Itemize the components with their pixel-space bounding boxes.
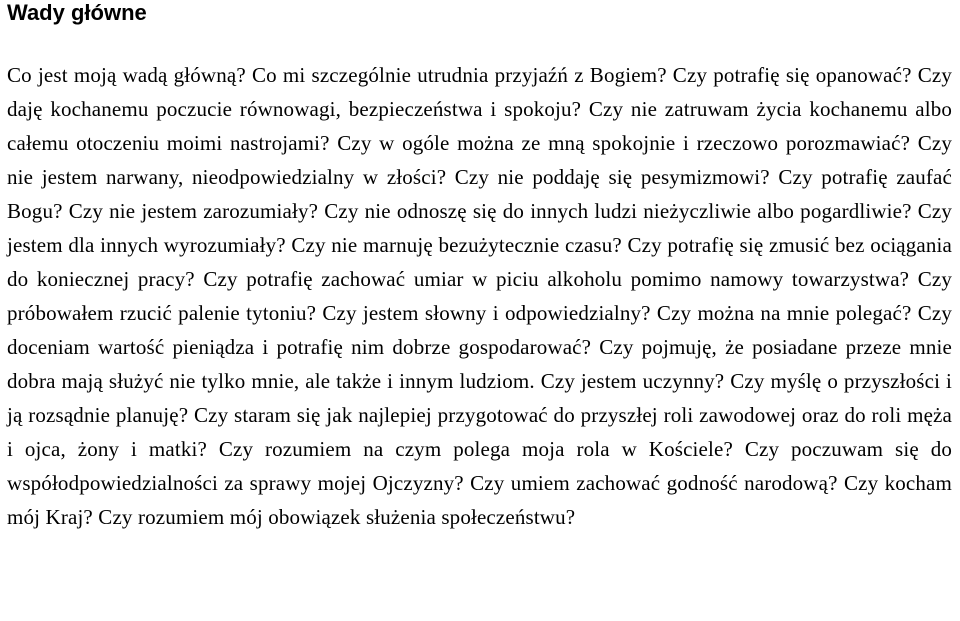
document-paragraph: Co jest moją wadą główną? Co mi szczególnie utrudnia przyjaźń z Bogiem? Czy potrafię się opanować? Czy daję kochanemu poczucie równowagi, bezpieczeństwa i spokoju? Czy nie zatruwam życia kochanemu albo całemu otoczeniu moimi nastrojami? Czy w ogóle można ze mną spokojnie i rzeczowo porozmawiać? Czy nie jestem narwany, nieodpowiedzialny w złości? Czy nie poddaję się pesymizmowi? Czy potrafię zaufać Bogu? Czy nie jestem zarozumiały? Czy nie odnoszę się do innych ludzi nieżyczliwie albo pogardliwie? Czy jestem dla innych wyrozumiały? Czy nie marnuję bezużytecznie czasu? Czy potrafię się zmusić bez ociągania do koniecznej pracy? Czy potrafię zachować umiar w piciu alkoholu pomimo namowy towarzystwa? Czy próbowałem rzucić palenie tytoniu? Czy jestem słowny i odpowiedzialny? Czy można na mnie polegać? Czy doceniam wartość pieniądza i potrafię nim dobrze gospodarować? Czy pojmuję, że posiadane przeze mnie dobra mają służyć nie tylko mnie, ale także i innym ludziom. Czy jestem uczynny? Czy myślę o przyszłości i ją rozsądnie planuję? Czy staram się jak najlepiej przygotować do przyszłej roli zawodowej oraz do roli męża i ojca, żony i matki? Czy rozumiem na czym polega moja rola w Kościele? Czy poczuwam się do współodpowiedzialności za sprawy mojej Ojczyzny? Czy umiem zachować godność narodową? Czy kocham mój Kraj? Czy rozumiem mój obowiązek służenia społeczeństwu?	[7, 63, 952, 529]
document-heading: Wady główne	[7, 0, 147, 25]
